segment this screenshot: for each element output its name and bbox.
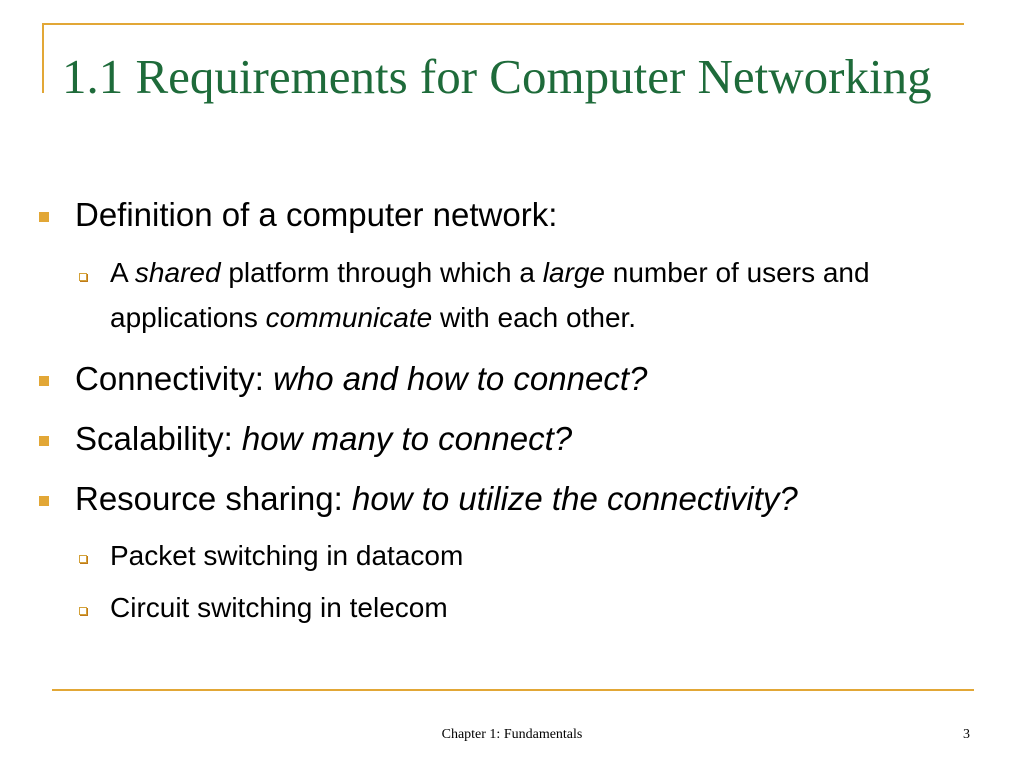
square-bullet-icon: [39, 496, 49, 506]
bullet-emphasis: how to utilize the connectivity?: [351, 480, 798, 517]
bullet-scalability: [75, 419, 572, 459]
footer-chapter: Chapter 1: Fundamentals: [441, 727, 583, 742]
sub-bullet-definition: [110, 250, 990, 340]
sub-bullet-circuit-switching: Circuit switching in telecom: [110, 592, 448, 623]
square-bullet-icon: [39, 376, 49, 386]
sub-text-emphasis: shared: [134, 257, 221, 288]
bullet-emphasis: how many to connect?: [241, 420, 573, 457]
sub-bullet-packet-switching: Packet switching in datacom: [110, 540, 464, 571]
hollow-square-bullet-icon: [79, 273, 87, 281]
bullet-definition: Definition of a computer network:: [75, 196, 558, 233]
slide-title: 1.1 Requirements for Computer Networking: [62, 49, 932, 104]
sub-text-emphasis: communicate: [265, 302, 433, 333]
sub-text-part: with each other.: [432, 302, 637, 333]
bullet-label: Resource sharing:: [75, 480, 352, 517]
square-bullet-icon: [39, 436, 49, 446]
bullet-resource-sharing: [75, 479, 798, 519]
sub-text-emphasis: large: [542, 257, 605, 288]
sub-text-part: number of users and applications: [110, 257, 870, 333]
sub-text-part: A: [110, 257, 135, 288]
page-number: 3: [963, 727, 970, 742]
sub-text-part: platform through which a: [220, 257, 543, 288]
bullet-connectivity: [75, 359, 647, 399]
hollow-square-bullet-icon: [79, 555, 87, 563]
bullet-label: Connectivity:: [75, 360, 274, 397]
hollow-square-bullet-icon: [79, 607, 87, 615]
bullet-emphasis: who and how to connect?: [273, 360, 648, 397]
bullet-label: Scalability:: [75, 420, 242, 457]
square-bullet-icon: [39, 212, 49, 222]
bottom-border-line: [52, 689, 974, 691]
